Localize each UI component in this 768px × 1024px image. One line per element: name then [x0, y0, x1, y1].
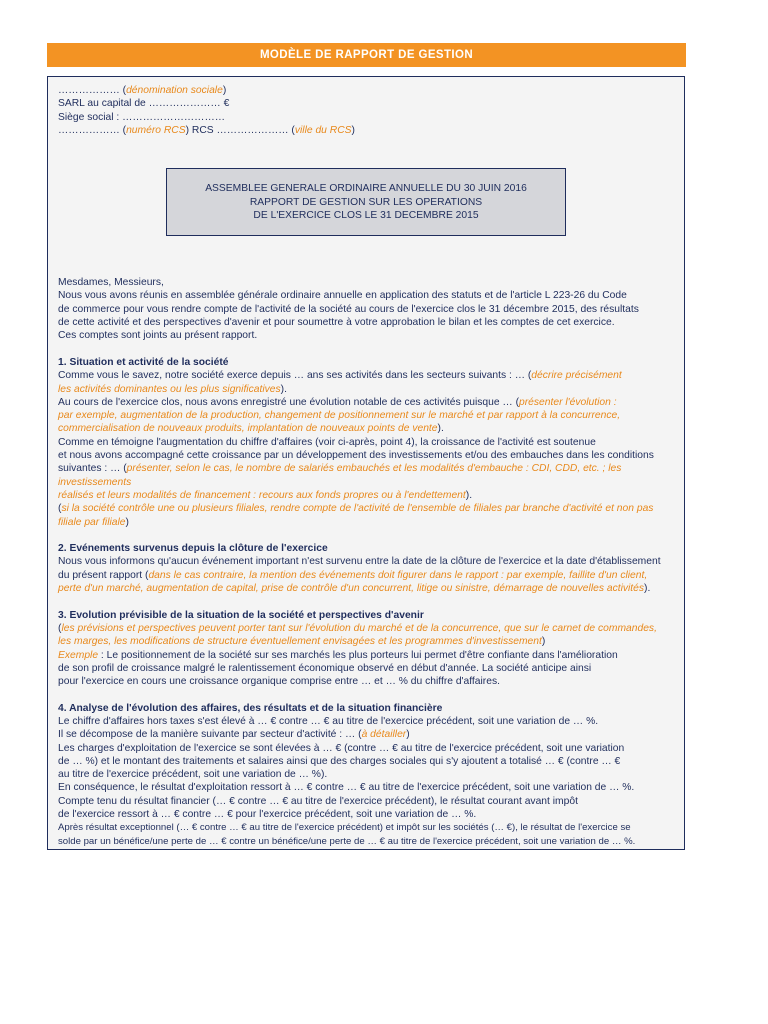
text-line: les activités dominantes ou les plus significatives). — [58, 383, 287, 395]
text-line: (si la société contrôle une ou plusieurs filiales, rendre compte de l'activité de l'ensemble de filiales par branche d'activité et non pas — [58, 503, 654, 515]
text-line: Les charges d'exploitation de l'exercice se sont élevées à … € (contre … € au titre de l'exercice précédent, soit une variation — [58, 742, 625, 754]
text-line: les marges, les modifications de structure éventuellement envisagées et les programmes d'investissement) — [58, 636, 546, 648]
intro-line: Ces comptes sont joints au présent rapport. — [58, 330, 258, 342]
intro-line: Nous vous avons réunis en assemblée générale ordinaire annuelle en application des statuts et de l'article L 223-26 du Code — [58, 290, 627, 302]
document-title: MODÈLE DE RAPPORT DE GESTION — [47, 43, 686, 67]
section-heading: 1. Situation et activité de la société — [58, 356, 229, 368]
text-line: Le chiffre d'affaires hors taxes s'est élevé à … € contre … € au titre de l'exercice précédent, soit une variation de … %. — [58, 715, 599, 727]
text-line: au titre de l'exercice précédent, soit une variation de … %). — [58, 769, 328, 781]
intro-line: de cette activité et des perspectives d'avenir et pour soumettre à votre approbation le bilan et les comptes de cet exercice. — [58, 317, 615, 329]
intro-line: de commerce pour vous rendre compte de l'activité de la société au cours de l'exercice clos le 31 décembre 2015, des résultats — [58, 303, 639, 315]
assembly-line: DE L'EXERCICE CLOS LE 31 DECEMBRE 2015 — [253, 209, 479, 221]
text-line: Il se décompose de la manière suivante par secteur d'activité : … (à détailler) — [58, 729, 410, 741]
assembly-line: ASSEMBLEE GENERALE ORDINAIRE ANNUELLE DU 30 JUIN 2016 — [205, 183, 527, 195]
text-line: En conséquence, le résultat d'exploitation ressort à … € contre … € au titre de l'exercice précédent, soit une variation de … %. — [58, 782, 635, 794]
salutation: Mesdames, Messieurs, — [58, 277, 164, 289]
assembly-box — [166, 168, 566, 236]
text-line: de … %) et le montant des traitements et salaires ainsi que des charges sociales qui s'y ajoutent a totalisé … € (contre … € — [58, 755, 621, 767]
text-line: du présent rapport (dans le cas contraire, la mention des événements doit figurer dans le rapport : par exemple, faillite d'un client, — [58, 569, 648, 581]
text-line: Comme vous le savez, notre société exerce depuis … ans ses activités dans les secteurs suivants : … (décrire précisément — [58, 370, 622, 382]
text-line: Exemple : Le positionnement de la société sur ses marchés les plus porteurs lui permet d'être confiante dans l'amélioration — [58, 649, 618, 661]
text-line: pour l'exercice en cours une croissance organique comprise entre … et … % du chiffre d'affaires. — [58, 676, 500, 688]
text-line: suivantes : … (présenter, selon le cas, le nombre de salariés embauchés et les modalités d'embauche : CDI, CDD, etc. ; les investissements — [58, 463, 622, 488]
text-line: Nous vous informons qu'aucun événement important n'est survenu entre la date de la clôture de l'exercice et la date d'établissement — [58, 556, 661, 568]
section-heading: 3. Evolution prévisible de la situation de la société et perspectives d'avenir — [58, 609, 424, 621]
section-heading: 2. Evénements survenus depuis la clôture de l'exercice — [58, 543, 328, 555]
header-line: SARL au capital de ………………… € — [58, 98, 230, 110]
document-body — [58, 84, 678, 848]
text-line: réalisés et leurs modalités de financement : recours aux fonds propres ou à l'endettement). — [58, 489, 473, 501]
text-line: Compte tenu du résultat financier (… € contre … € au titre de l'exercice précédent), le résultat courant avant impôt — [58, 795, 578, 807]
header-line: ……………… (numéro RCS) RCS ………………… (ville du RCS) — [58, 124, 355, 136]
text-line: (les prévisions et perspectives peuvent porter tant sur l'évolution du marché et de la concurrence, que sur le carnet de commandes, — [58, 622, 657, 634]
text-line: perte d'un marché, augmentation de capital, prise de contrôle d'un concurrent, litige ou sinistre, démarrage de nouvelles activités). — [58, 583, 651, 595]
text-line: Au cours de l'exercice clos, nous avons enregistré une évolution notable de ces activités puisque … (présenter l'évolution : — [58, 396, 617, 408]
text-line: et nous avons accompagné cette croissance par un développement des investissements et/ou des embauches dans les conditions — [58, 450, 654, 462]
assembly-line: RAPPORT DE GESTION SUR LES OPERATIONS — [249, 196, 483, 208]
text-line: Comme en témoigne l'augmentation du chiffre d'affaires (voir ci-après, point 4), la croissance de l'activité est soutenue — [58, 436, 596, 448]
section-heading: 4. Analyse de l'évolution des affaires, des résultats et de la situation financière — [58, 702, 443, 714]
text-line: de son profil de croissance malgré le ralentissement économique observé en début d'année. La société anticipe ainsi — [58, 662, 592, 674]
header-line: Siège social : ………………………… — [58, 111, 226, 123]
header-line: ……………… (dénomination sociale) — [58, 85, 227, 96]
text-line: solde par un bénéfice/une perte de … € contre un bénéfice/une perte de … € au titre de l'exercice précédent, soit une variation de … %. — [58, 835, 636, 847]
text-line: commercialisation de nouveaux produits, implantation de nouveaux points de vente). — [58, 423, 444, 435]
text-line: Après résultat exceptionnel (… € contre … € au titre de l'exercice précédent) et impôt sur les sociétés (… €), le résultat de l'exercice se — [58, 822, 631, 834]
text-line: par exemple, augmentation de la production, changement de positionnement sur le marché et par rapport à la concurrence, — [58, 410, 621, 422]
text-line: filiale par filiale) — [58, 516, 129, 528]
text-line: de l'exercice ressort à … € contre … € pour l'exercice précédent, soit une variation de … %. — [58, 809, 477, 821]
